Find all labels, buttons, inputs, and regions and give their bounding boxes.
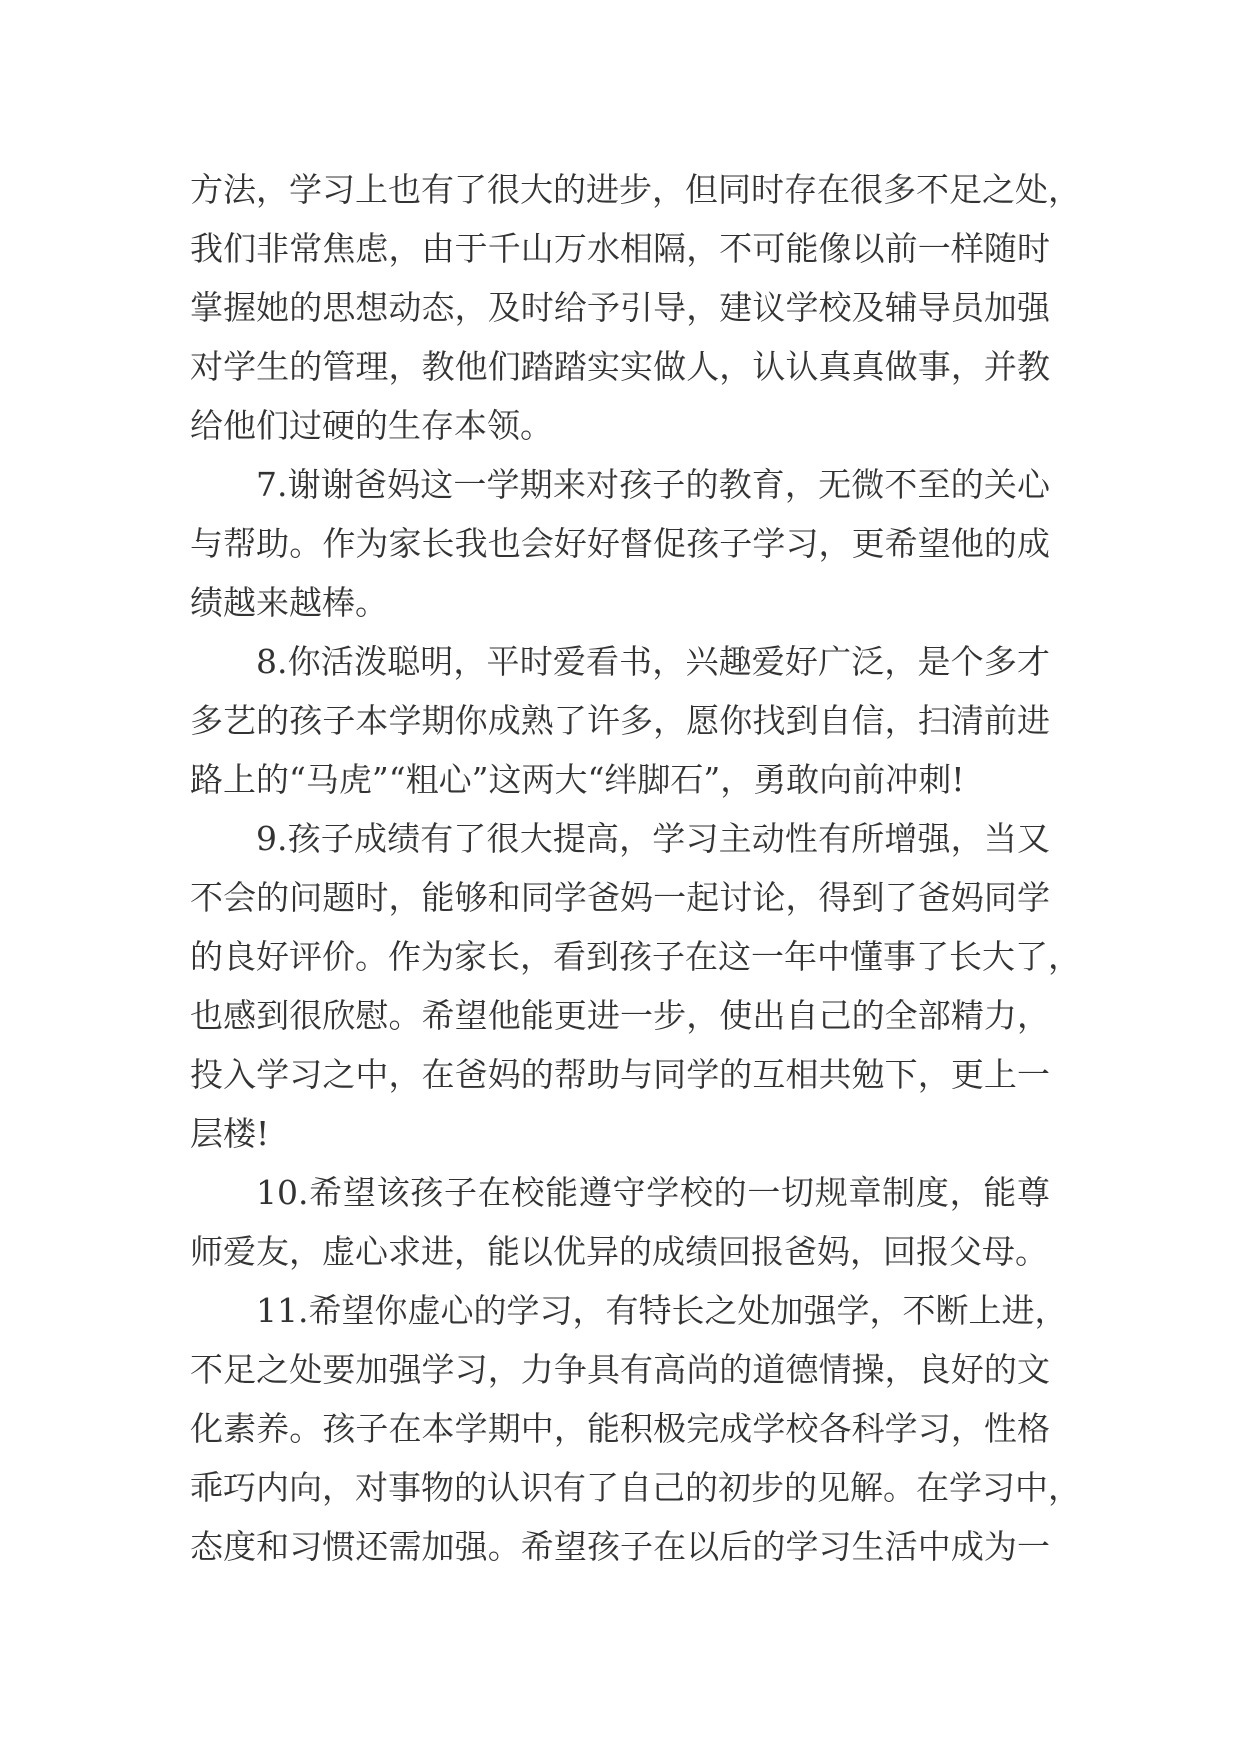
text-line: 方法，学习上也有了很大的进步，但同时存在很多不足之处， <box>190 170 1081 209</box>
text-line: 不会的问题时，能够和同学爸妈一起讨论，得到了爸妈同学 <box>190 878 1050 917</box>
text-line: 与帮助。作为家长我也会好好督促孩子学习，更希望他的成 <box>190 524 1050 563</box>
text-line: 乖巧内向，对事物的认识有了自己的初步的见解。在学习中， <box>190 1468 1081 1507</box>
text-line: 层楼! <box>190 1114 270 1153</box>
text-line: 的良好评价。作为家长，看到孩子在这一年中懂事了长大了， <box>190 937 1081 976</box>
document-body <box>190 160 1081 1576</box>
paragraph-11-start: 11.希望你虚心的学习，有特长之处加强学，不断上进， <box>256 1291 1068 1330</box>
text-line: 师爱友，虚心求进，能以优异的成绩回报爸妈，回报父母。 <box>190 1232 1048 1271</box>
text-line: 掌握她的思想动态，及时给予引导，建议学校及辅导员加强 <box>190 288 1050 327</box>
text-line: 绩越来越棒。 <box>190 583 388 622</box>
text-line: 态度和习惯还需加强。希望孩子在以后的学习生活中成为一 <box>190 1527 1050 1566</box>
text-line: 多艺的孩子本学期你成熟了许多，愿你找到自信，扫清前进 <box>190 701 1050 740</box>
paragraph-10-start: 10.希望该孩子在校能遵守学校的一切规章制度，能尊 <box>256 1173 1050 1212</box>
text-line: 化素养。孩子在本学期中，能积极完成学校各科学习，性格 <box>190 1409 1050 1448</box>
text-line: 也感到很欣慰。希望他能更进一步，使出自己的全部精力， <box>190 996 1050 1035</box>
paragraph-7-start: 7.谢谢爸妈这一学期来对孩子的教育，无微不至的关心 <box>256 465 1050 504</box>
paragraph-9-start: 9.孩子成绩有了很大提高，学习主动性有所增强，当又 <box>256 819 1050 858</box>
text-line: 给他们过硬的生存本领。 <box>190 406 553 445</box>
text-line: 路上的“马虎”“粗心”这两大“绊脚石”，勇敢向前冲刺! <box>190 760 965 799</box>
text-line: 对学生的管理，教他们踏踏实实做人，认认真真做事，并教 <box>190 347 1050 386</box>
paragraph-8-start: 8.你活泼聪明，平时爱看书，兴趣爱好广泛，是个多才 <box>256 642 1050 681</box>
text-line: 我们非常焦虑，由于千山万水相隔，不可能像以前一样随时 <box>190 229 1050 268</box>
text-line: 投入学习之中，在爸妈的帮助与同学的互相共勉下，更上一 <box>190 1055 1050 1094</box>
text-line: 不足之处要加强学习，力争具有高尚的道德情操，良好的文 <box>190 1350 1050 1389</box>
